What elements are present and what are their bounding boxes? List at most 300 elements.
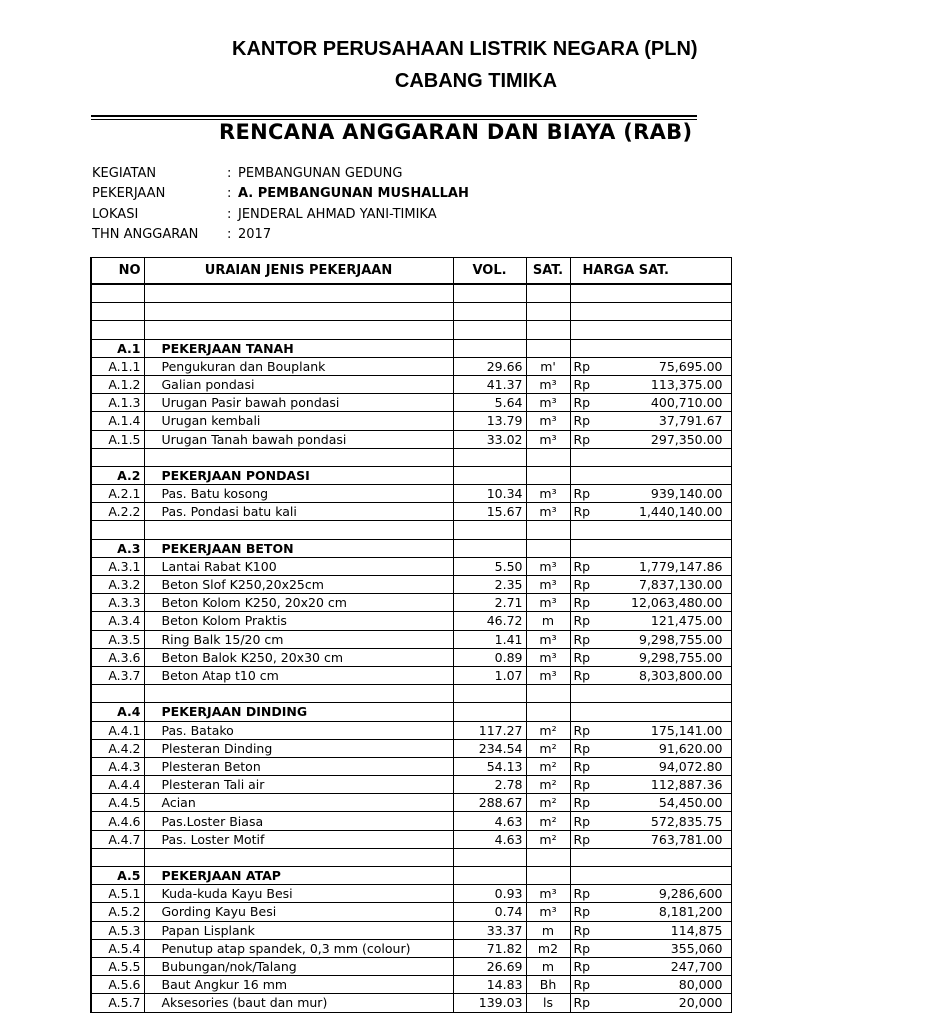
cell-harga: [570, 885, 731, 903]
cell-vol: 71.82: [453, 939, 526, 957]
section-row: [91, 539, 731, 557]
blank-row: [91, 521, 731, 539]
cell-uraian: Pas. Batu kosong: [144, 485, 453, 503]
cell-empty: [453, 703, 526, 721]
cell-empty: [526, 284, 570, 303]
cell-sat: m: [526, 612, 570, 630]
cell-empty: [526, 466, 570, 484]
cell-harga: [570, 957, 731, 975]
currency-label: Rp: [573, 922, 591, 938]
info-value: 2017: [238, 226, 272, 242]
cell-no: A.5.3: [91, 921, 144, 939]
cell-sat: m³: [526, 485, 570, 503]
price-value: 113,375.00: [650, 377, 723, 393]
cell-harga: [570, 976, 731, 994]
col-header-sat: SAT.: [526, 258, 570, 285]
table-row: [91, 648, 731, 666]
cell-vol: 33.02: [453, 430, 526, 448]
cell-empty: [570, 321, 731, 339]
cell-empty: [526, 339, 570, 357]
cell-empty: [526, 448, 570, 466]
cell-no: A.5.1: [91, 885, 144, 903]
cell-harga: [570, 739, 731, 757]
cell-uraian: Beton Kolom K250, 20x20 cm: [144, 594, 453, 612]
table-row: [91, 830, 731, 848]
price-value: 9,298,755.00: [639, 631, 723, 647]
info-value: A. PEMBANGUNAN MUSHALLAH: [238, 186, 469, 202]
blank-row: [91, 448, 731, 466]
cell-no: A.1.1: [91, 357, 144, 375]
cell-vol: 54.13: [453, 757, 526, 775]
cell-uraian: Plesteran Dinding: [144, 739, 453, 757]
cell-vol: 4.63: [453, 830, 526, 848]
cell-sat: m³: [526, 557, 570, 575]
cell-harga: [570, 939, 731, 957]
cell-sat: m³: [526, 630, 570, 648]
info-separator: :: [227, 226, 232, 242]
cell-vol: 5.64: [453, 394, 526, 412]
col-header-no: NO: [91, 258, 144, 285]
cell-uraian: Baut Angkur 16 mm: [144, 976, 453, 994]
price-value: 121,475.00: [650, 613, 723, 629]
cell-section-name: PEKERJAAN DINDING: [144, 703, 453, 721]
price-value: 91,620.00: [658, 740, 723, 756]
currency-label: Rp: [573, 758, 591, 774]
cell-sat: m³: [526, 594, 570, 612]
cell-empty: [91, 521, 144, 539]
blank-row: [91, 321, 731, 339]
cell-uraian: Pengukuran dan Bouplank: [144, 357, 453, 375]
cell-vol: 0.74: [453, 903, 526, 921]
cell-vol: 29.66: [453, 357, 526, 375]
cell-no: A.5.6: [91, 976, 144, 994]
section-row: [91, 867, 731, 885]
price-value: 8,303,800.00: [639, 668, 723, 684]
info-separator: :: [227, 166, 232, 181]
table-row: [91, 739, 731, 757]
cell-harga: [570, 630, 731, 648]
cell-harga: [570, 830, 731, 848]
cell-harga: [570, 721, 731, 739]
cell-sat: m²: [526, 721, 570, 739]
cell-no: A.1: [91, 339, 144, 357]
cell-empty: [453, 685, 526, 703]
cell-sat: m2: [526, 939, 570, 957]
cell-section-name: PEKERJAAN TANAH: [144, 339, 453, 357]
info-separator: :: [227, 206, 232, 222]
cell-no: A.1.2: [91, 375, 144, 393]
cell-vol: 13.79: [453, 412, 526, 430]
cell-sat: m²: [526, 812, 570, 830]
price-value: 1,440,140.00: [639, 504, 723, 520]
cell-uraian: Pas. Pondasi batu kali: [144, 503, 453, 521]
cell-harga: [570, 903, 731, 921]
cell-empty: [453, 303, 526, 321]
cell-empty: [570, 685, 731, 703]
currency-label: Rp: [573, 722, 591, 738]
cell-no: A.3.2: [91, 576, 144, 594]
cell-no: A.4: [91, 703, 144, 721]
price-value: 355,060: [670, 940, 723, 956]
cell-uraian: Urugan kembali: [144, 412, 453, 430]
cell-empty: [526, 703, 570, 721]
cell-empty: [453, 867, 526, 885]
cell-no: A.5.5: [91, 957, 144, 975]
cell-no: A.4.6: [91, 812, 144, 830]
price-value: 112,887.36: [650, 777, 723, 793]
cell-no: A.5.2: [91, 903, 144, 921]
cell-vol: 2.78: [453, 776, 526, 794]
cell-uraian: Penutup atap spandek, 0,3 mm (colour): [144, 939, 453, 957]
table-row: [91, 612, 731, 630]
cell-sat: m³: [526, 576, 570, 594]
price-value: 247,700: [670, 959, 723, 975]
col-header-harga: HARGA SAT.: [570, 258, 731, 285]
cell-no: A.1.4: [91, 412, 144, 430]
cell-empty: [526, 303, 570, 321]
cell-uraian: Gording Kayu Besi: [144, 903, 453, 921]
cell-vol: 33.37: [453, 921, 526, 939]
table-row: [91, 594, 731, 612]
cell-uraian: Urugan Tanah bawah pondasi: [144, 430, 453, 448]
col-header-uraian: URAIAN JENIS PEKERJAAN: [144, 258, 453, 285]
cell-uraian: Galian pondasi: [144, 375, 453, 393]
blank-row: [91, 848, 731, 866]
price-value: 75,695.00: [658, 358, 723, 374]
cell-empty: [91, 848, 144, 866]
cell-empty: [91, 685, 144, 703]
cell-vol: 0.89: [453, 648, 526, 666]
cell-harga: [570, 412, 731, 430]
cell-no: A.3.6: [91, 648, 144, 666]
table-row: [91, 776, 731, 794]
cell-empty: [526, 867, 570, 885]
currency-label: Rp: [573, 504, 591, 520]
cell-uraian: Pas.Loster Biasa: [144, 812, 453, 830]
cell-no: A.5.7: [91, 994, 144, 1012]
cell-empty: [570, 867, 731, 885]
cell-empty: [570, 448, 731, 466]
currency-label: Rp: [573, 358, 591, 374]
cell-uraian: Aksesories (baut dan mur): [144, 994, 453, 1012]
cell-empty: [144, 321, 453, 339]
price-value: 1,779,147.86: [639, 558, 723, 574]
header-rule: [91, 115, 697, 117]
cell-uraian: Beton Balok K250, 20x30 cm: [144, 648, 453, 666]
branch-name: CABANG TIMIKA: [394, 70, 558, 92]
cell-empty: [570, 284, 731, 303]
table-row: [91, 412, 731, 430]
currency-label: Rp: [573, 813, 591, 829]
price-value: 80,000: [678, 977, 723, 993]
cell-harga: [570, 557, 731, 575]
price-value: 114,875: [670, 922, 723, 938]
table-row: [91, 976, 731, 994]
cell-harga: [570, 375, 731, 393]
cell-uraian: Lantai Rabat K100: [144, 557, 453, 575]
currency-label: Rp: [573, 413, 591, 429]
currency-label: Rp: [573, 977, 591, 993]
table-row: [91, 994, 731, 1012]
cell-vol: 2.35: [453, 576, 526, 594]
currency-label: Rp: [573, 613, 591, 629]
cell-sat: m³: [526, 648, 570, 666]
currency-label: Rp: [573, 795, 591, 811]
currency-label: Rp: [573, 558, 591, 574]
price-value: 20,000: [678, 995, 723, 1011]
cell-harga: [570, 794, 731, 812]
cell-sat: m³: [526, 503, 570, 521]
price-value: 12,063,480.00: [631, 595, 723, 611]
cell-uraian: Urugan Pasir bawah pondasi: [144, 394, 453, 412]
cell-no: A.2.1: [91, 485, 144, 503]
cell-section-name: PEKERJAAN PONDASI: [144, 466, 453, 484]
currency-label: Rp: [573, 395, 591, 411]
cell-sat: Bh: [526, 976, 570, 994]
cell-sat: m³: [526, 375, 570, 393]
cell-harga: [570, 576, 731, 594]
cell-empty: [91, 448, 144, 466]
currency-label: Rp: [573, 777, 591, 793]
cell-sat: m³: [526, 666, 570, 684]
cell-empty: [570, 521, 731, 539]
document-title: RENCANA ANGGARAN DAN BIAYA (RAB): [219, 120, 693, 144]
cell-uraian: Beton Kolom Praktis: [144, 612, 453, 630]
cell-harga: [570, 503, 731, 521]
currency-label: Rp: [573, 486, 591, 502]
cell-empty: [453, 521, 526, 539]
rab-table: [90, 257, 732, 1013]
cell-harga: [570, 921, 731, 939]
table-row: [91, 721, 731, 739]
table-row: [91, 794, 731, 812]
cell-uraian: Pas. Batako: [144, 721, 453, 739]
cell-uraian: Bubungan/nok/Talang: [144, 957, 453, 975]
cell-empty: [453, 466, 526, 484]
cell-vol: 26.69: [453, 957, 526, 975]
cell-sat: m³: [526, 430, 570, 448]
price-value: 8,181,200: [658, 904, 723, 920]
cell-vol: 2.71: [453, 594, 526, 612]
cell-uraian: Kuda-kuda Kayu Besi: [144, 885, 453, 903]
section-row: [91, 703, 731, 721]
cell-harga: [570, 485, 731, 503]
section-row: [91, 339, 731, 357]
cell-uraian: Acian: [144, 794, 453, 812]
cell-sat: m³: [526, 412, 570, 430]
table-row: [91, 812, 731, 830]
col-header-vol: VOL.: [453, 258, 526, 285]
company-name: KANTOR PERUSAHAAN LISTRIK NEGARA (PLN): [232, 38, 698, 60]
table-row: [91, 666, 731, 684]
cell-empty: [91, 284, 144, 303]
cell-uraian: Pas. Loster Motif: [144, 830, 453, 848]
cell-empty: [453, 448, 526, 466]
currency-label: Rp: [573, 886, 591, 902]
cell-empty: [570, 466, 731, 484]
price-value: 37,791.67: [658, 413, 723, 429]
cell-vol: 41.37: [453, 375, 526, 393]
info-separator: :: [227, 186, 232, 202]
cell-vol: 0.93: [453, 885, 526, 903]
cell-no: A.4.2: [91, 739, 144, 757]
cell-section-name: PEKERJAAN ATAP: [144, 867, 453, 885]
cell-no: A.3.4: [91, 612, 144, 630]
cell-vol: 1.07: [453, 666, 526, 684]
currency-label: Rp: [573, 740, 591, 756]
section-row: [91, 466, 731, 484]
cell-empty: [570, 703, 731, 721]
table-row: [91, 939, 731, 957]
currency-label: Rp: [573, 631, 591, 647]
cell-no: A.4.3: [91, 757, 144, 775]
cell-empty: [526, 539, 570, 557]
cell-harga: [570, 430, 731, 448]
cell-section-name: PEKERJAAN BETON: [144, 539, 453, 557]
cell-no: A.4.4: [91, 776, 144, 794]
cell-vol: 14.83: [453, 976, 526, 994]
cell-vol: 4.63: [453, 812, 526, 830]
table-row: [91, 430, 731, 448]
currency-label: Rp: [573, 377, 591, 393]
currency-label: Rp: [573, 577, 591, 593]
price-value: 9,298,755.00: [639, 649, 723, 665]
cell-sat: m²: [526, 776, 570, 794]
cell-empty: [526, 848, 570, 866]
currency-label: Rp: [573, 831, 591, 847]
cell-empty: [453, 321, 526, 339]
currency-label: Rp: [573, 959, 591, 975]
table-row: [91, 357, 731, 375]
cell-empty: [526, 321, 570, 339]
cell-harga: [570, 612, 731, 630]
table-row: [91, 375, 731, 393]
cell-no: A.5.4: [91, 939, 144, 957]
currency-label: Rp: [573, 649, 591, 665]
price-value: 763,781.00: [650, 831, 723, 847]
cell-vol: 5.50: [453, 557, 526, 575]
cell-empty: [91, 321, 144, 339]
cell-uraian: Plesteran Tali air: [144, 776, 453, 794]
cell-no: A.5: [91, 867, 144, 885]
cell-empty: [570, 539, 731, 557]
price-value: 94,072.80: [658, 758, 723, 774]
cell-harga: [570, 594, 731, 612]
cell-harga: [570, 812, 731, 830]
cell-empty: [144, 521, 453, 539]
cell-empty: [453, 284, 526, 303]
table-header-row: [91, 258, 731, 285]
cell-empty: [453, 539, 526, 557]
table-row: [91, 394, 731, 412]
cell-sat: m': [526, 357, 570, 375]
blank-row: [91, 284, 731, 303]
cell-uraian: Ring Balk 15/20 cm: [144, 630, 453, 648]
cell-harga: [570, 757, 731, 775]
cell-empty: [144, 685, 453, 703]
blank-row: [91, 303, 731, 321]
cell-vol: 288.67: [453, 794, 526, 812]
cell-empty: [144, 303, 453, 321]
cell-harga: [570, 776, 731, 794]
cell-sat: m²: [526, 794, 570, 812]
cell-no: A.2: [91, 466, 144, 484]
info-label: KEGIATAN: [92, 166, 157, 181]
info-value: PEMBANGUNAN GEDUNG: [238, 166, 403, 181]
cell-sat: m²: [526, 830, 570, 848]
cell-empty: [453, 339, 526, 357]
cell-vol: 10.34: [453, 485, 526, 503]
cell-harga: [570, 648, 731, 666]
cell-vol: 1.41: [453, 630, 526, 648]
cell-uraian: Papan Lisplank: [144, 921, 453, 939]
cell-sat: m³: [526, 394, 570, 412]
info-value: JENDERAL AHMAD YANI-TIMIKA: [238, 206, 437, 222]
currency-label: Rp: [573, 668, 591, 684]
cell-no: A.3.3: [91, 594, 144, 612]
cell-sat: m: [526, 957, 570, 975]
cell-sat: m³: [526, 885, 570, 903]
table-row: [91, 630, 731, 648]
price-value: 400,710.00: [650, 395, 723, 411]
cell-harga: [570, 994, 731, 1012]
cell-sat: m: [526, 921, 570, 939]
table-row: [91, 503, 731, 521]
cell-empty: [570, 339, 731, 357]
cell-empty: [526, 521, 570, 539]
table-row: [91, 921, 731, 939]
cell-empty: [570, 848, 731, 866]
cell-no: A.4.5: [91, 794, 144, 812]
cell-no: A.3.7: [91, 666, 144, 684]
currency-label: Rp: [573, 595, 591, 611]
table-row: [91, 485, 731, 503]
cell-harga: [570, 357, 731, 375]
currency-label: Rp: [573, 431, 591, 447]
price-value: 54,450.00: [658, 795, 723, 811]
cell-empty: [453, 848, 526, 866]
cell-empty: [526, 685, 570, 703]
cell-vol: 234.54: [453, 739, 526, 757]
cell-vol: 139.03: [453, 994, 526, 1012]
cell-no: A.4.1: [91, 721, 144, 739]
price-value: 175,141.00: [650, 722, 723, 738]
price-value: 939,140.00: [650, 486, 723, 502]
cell-vol: 15.67: [453, 503, 526, 521]
cell-uraian: Plesteran Beton: [144, 757, 453, 775]
cell-vol: 117.27: [453, 721, 526, 739]
blank-row: [91, 685, 731, 703]
cell-no: A.3: [91, 539, 144, 557]
currency-label: Rp: [573, 940, 591, 956]
cell-vol: 46.72: [453, 612, 526, 630]
info-label: PEKERJAAN: [92, 186, 166, 202]
cell-no: A.3.5: [91, 630, 144, 648]
table-row: [91, 903, 731, 921]
info-label: THN ANGGARAN: [92, 226, 199, 242]
info-label: LOKASI: [92, 206, 139, 222]
cell-harga: [570, 394, 731, 412]
currency-label: Rp: [573, 995, 591, 1011]
cell-empty: [144, 448, 453, 466]
price-value: 572,835.75: [650, 813, 723, 829]
currency-label: Rp: [573, 904, 591, 920]
cell-uraian: Beton Slof K250,20x25cm: [144, 576, 453, 594]
cell-sat: m²: [526, 739, 570, 757]
cell-no: A.4.7: [91, 830, 144, 848]
cell-sat: m²: [526, 757, 570, 775]
price-value: 7,837,130.00: [639, 577, 723, 593]
